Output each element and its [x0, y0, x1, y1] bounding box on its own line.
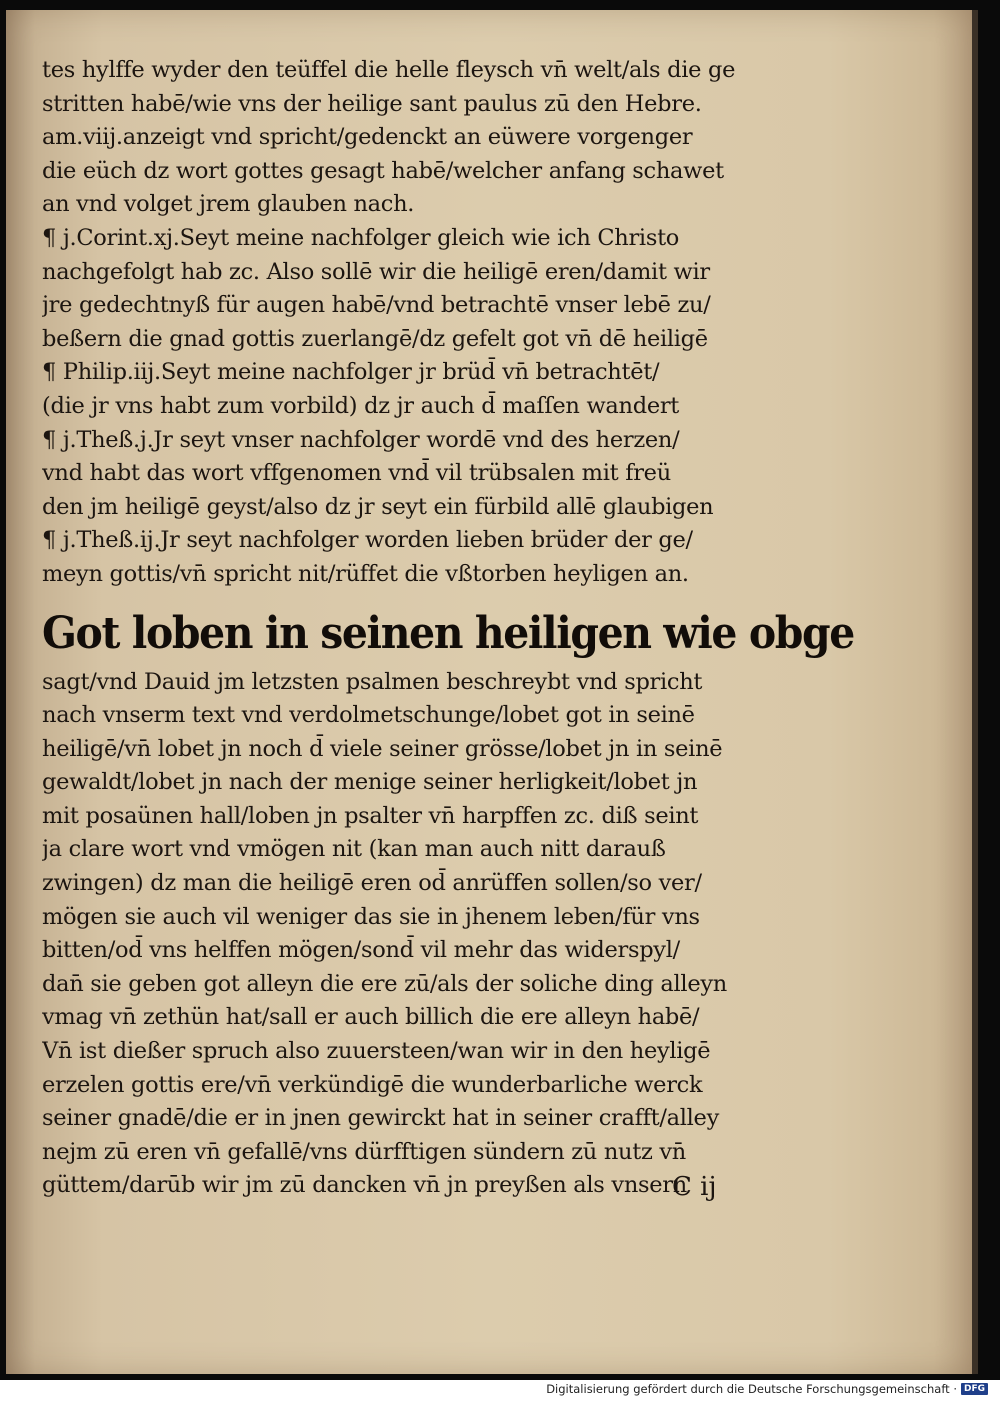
text-line: nejm zū eren vn̄ gefallē/vns dürfftigen sündern zū nutz vn̄ — [42, 1138, 686, 1165]
text-line: mögen sie auch vil weniger das sie in jhenem leben/für vns — [42, 903, 700, 930]
text-line: am.viij.anzeigt vnd spricht/gedenckt an eüwere vorgenger — [42, 124, 693, 151]
text-line: ¶ Philip.iij.Seyt meine nachfolger jr brüd̄ vn̄ betrachtēt/ — [42, 359, 660, 386]
text-line: seiner gnadē/die er in jnen gewirckt hat in seiner crafft/alley — [42, 1105, 719, 1132]
text-line: bitten/od̄ vns helffen mögen/sond̄ vil mehr das widerspyl/ — [42, 937, 680, 964]
text-line: tes hylffe wyder den teüffel die helle fleysch vn̄ welt/als die ge — [42, 57, 736, 83]
text-line: heiligē/vn̄ lobet jn noch d̄ viele seiner grösse/lobet jn in seinē — [42, 735, 723, 762]
text-line: an vnd volget jrem glauben nach. — [42, 191, 415, 218]
text-line: ¶ j.Theß.ij.Jr seyt nachfolger worden lieben brüder der ge/ — [42, 527, 693, 554]
text-line: meyn gottis/vn̄ spricht nit/rüffet die vßtorben heyligen an. — [42, 560, 689, 587]
footer-credit: Digitalisierung gefördert durch die Deutsche Forschungsgemeinschaft · — [546, 1382, 957, 1396]
text-line: güttem/darūb wir jm zū dancken vn̄ jn preyßen als vnsern — [42, 1172, 687, 1199]
paragraph-bottom — [42, 666, 782, 1204]
text-line: dan̄ sie geben got alleyn die ere zū/als der soliche ding alleyn — [42, 970, 727, 997]
text-line: gewaldt/lobet jn nach der menige seiner herligkeit/lobet jn — [42, 769, 698, 796]
text-line: die eüch dz wort gottes gesagt habē/welcher anfang schawet — [42, 157, 724, 184]
text-line: jre gedechtnyß für augen habē/vnd betrachtē vnser lebē zu/ — [42, 292, 711, 319]
page-text — [42, 54, 854, 1203]
signature-mark: C ij — [672, 1172, 717, 1202]
text-line: nachgefolgt hab zc. Also sollē wir die heiligē eren/damit wir — [42, 258, 710, 285]
section-heading: Got loben in seinen heiligen wie obge — [42, 607, 854, 659]
text-line: vnd habt das wort vffgenomen vnd̄ vil trübsalen mit freü — [42, 460, 671, 487]
text-line: zwingen) dz man die heiligē eren od̄ anrüffen sollen/so ver/ — [42, 870, 702, 897]
text-line: beßern die gnad gottis zuerlangē/dz gefelt got vn̄ dē heiligē — [42, 325, 708, 352]
text-line: ¶ j.Corint.xj.Seyt meine nachfolger gleich wie ich Christo — [42, 224, 680, 251]
text-line: ja clare wort vnd vmögen nit (kan man auch nitt darauß — [42, 836, 666, 863]
text-line: den jm heiligē geyst/also dz jr seyt ein fürbild allē glaubigen — [42, 493, 714, 520]
paragraph-top — [42, 54, 782, 592]
text-line: (die jr vns habt zum vorbild) dz jr auch d̄ maſſen wandert — [42, 392, 680, 419]
text-line: Vn̄ ist dießer spruch also zuuersteen/wan wir in den heyligē — [42, 1038, 711, 1065]
page-edge — [972, 10, 978, 1374]
text-line: ¶ j.Theß.j.Jr seyt vnser nachfolger wordē vnd des herzen/ — [42, 426, 680, 453]
text-line: sagt/vnd Dauid jm letzsten psalmen beschreybt vnd spricht — [42, 668, 703, 695]
text-line: vmag vn̄ zethün hat/sall er auch billich die ere alleyn habē/ — [42, 1004, 700, 1031]
footer — [546, 1382, 988, 1396]
text-line: erzelen gottis ere/vn̄ verkündigē die wunderbarliche werck — [42, 1071, 703, 1098]
text-line: nach vnserm text vnd verdolmetschunge/lobet got in seinē — [42, 702, 695, 729]
text-line: mit posaünen hall/loben jn psalter vn̄ harpffen zc. diß seint — [42, 802, 699, 829]
dfg-logo: DFG — [961, 1383, 988, 1395]
text-line: stritten habē/wie vns der heilige sant paulus zū den Hebre. — [42, 90, 702, 117]
